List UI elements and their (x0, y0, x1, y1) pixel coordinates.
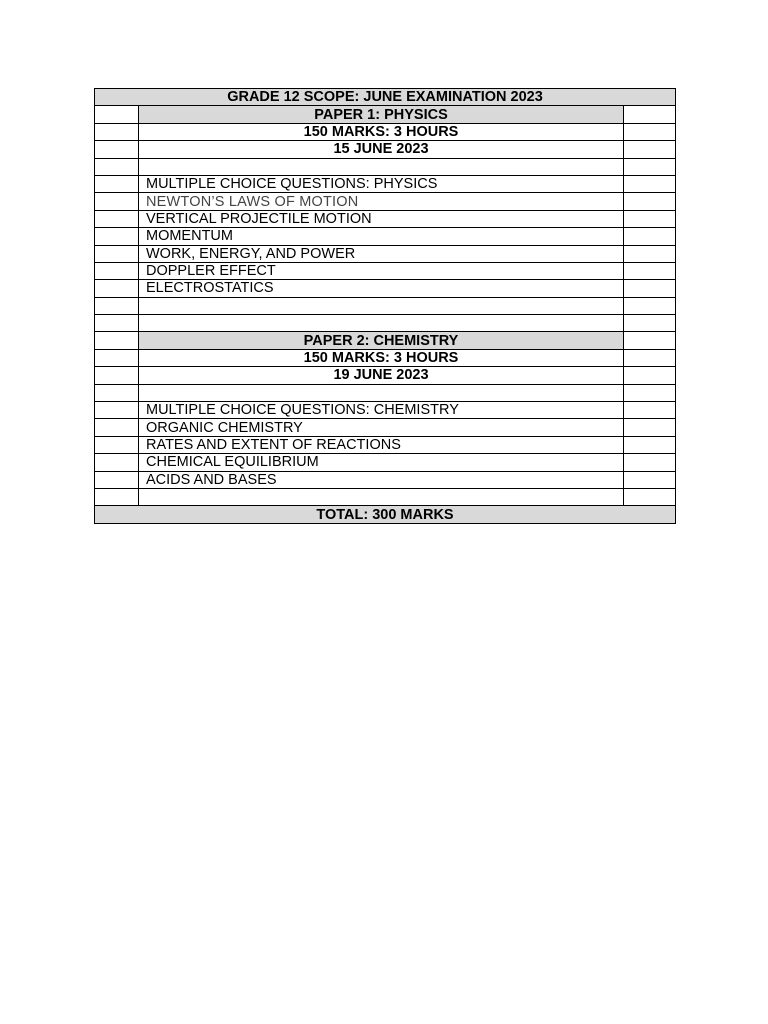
paper1-topic: MULTIPLE CHOICE QUESTIONS: PHYSICS (139, 175, 624, 192)
paper2-topic: MULTIPLE CHOICE QUESTIONS: CHEMISTRY (139, 402, 624, 419)
paper1-topic: ELECTROSTATICS (139, 280, 624, 297)
table-row (95, 315, 676, 332)
table-row (95, 454, 676, 471)
paper1-topic: DOPPLER EFFECT (139, 262, 624, 279)
table-row (95, 488, 676, 505)
table-row (95, 89, 676, 106)
table-row (95, 210, 676, 227)
table-row (95, 175, 676, 192)
total-marks: TOTAL: 300 MARKS (95, 506, 676, 523)
table-row (95, 193, 676, 210)
table-row (95, 402, 676, 419)
table-row (95, 367, 676, 384)
table-row (95, 297, 676, 314)
paper2-topic: RATES AND EXTENT OF REACTIONS (139, 436, 624, 453)
table-row (95, 158, 676, 175)
table-row (95, 245, 676, 262)
paper2-topic: ORGANIC CHEMISTRY (139, 419, 624, 436)
table-row (95, 471, 676, 488)
table-row (95, 280, 676, 297)
table-row (95, 228, 676, 245)
table-row (95, 262, 676, 279)
paper1-date: 15 JUNE 2023 (139, 141, 624, 158)
table-row (95, 436, 676, 453)
table-row (95, 384, 676, 401)
table-row (95, 123, 676, 140)
paper2-date: 19 JUNE 2023 (139, 367, 624, 384)
paper1-topic: WORK, ENERGY, AND POWER (139, 245, 624, 262)
paper1-heading: PAPER 1: PHYSICS (139, 106, 624, 123)
paper2-marks: 150 MARKS: 3 HOURS (139, 349, 624, 366)
paper2-topic: ACIDS AND BASES (139, 471, 624, 488)
paper1-topic: NEWTON’S LAWS OF MOTION (139, 193, 624, 210)
table-row (95, 141, 676, 158)
paper2-heading: PAPER 2: CHEMISTRY (139, 332, 624, 349)
exam-scope-table (94, 88, 676, 524)
table-row (95, 349, 676, 366)
paper1-topic: VERTICAL PROJECTILE MOTION (139, 210, 624, 227)
table-row (95, 506, 676, 523)
paper1-marks: 150 MARKS: 3 HOURS (139, 123, 624, 140)
paper1-topic: MOMENTUM (139, 228, 624, 245)
table-row (95, 332, 676, 349)
scope-title: GRADE 12 SCOPE: JUNE EXAMINATION 2023 (95, 89, 676, 106)
table-row (95, 419, 676, 436)
paper2-topic: CHEMICAL EQUILIBRIUM (139, 454, 624, 471)
table-row (95, 106, 676, 123)
